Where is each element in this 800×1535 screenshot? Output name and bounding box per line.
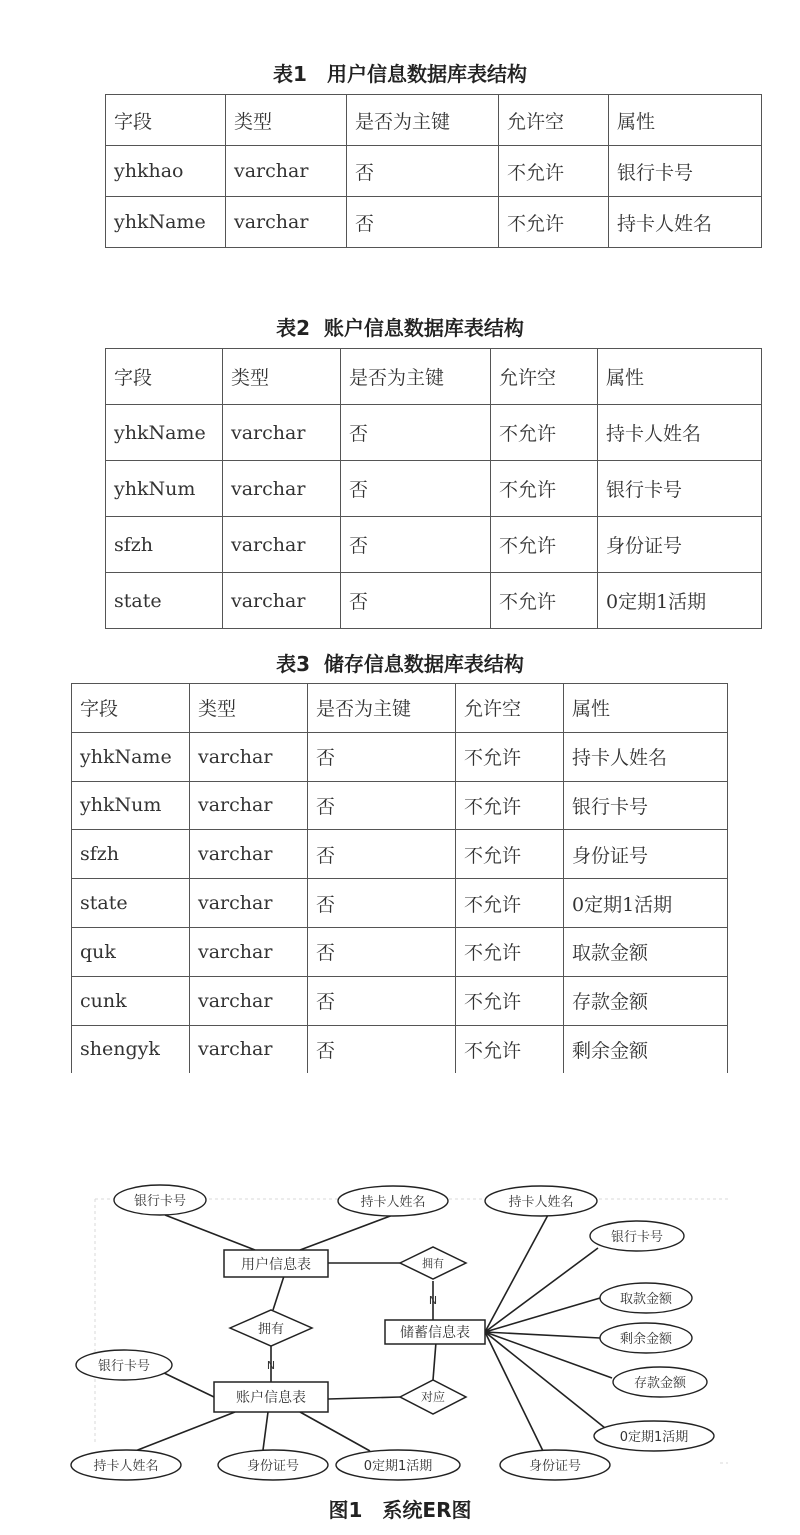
table-header-row bbox=[72, 684, 728, 733]
table-cell: 剩余金额 bbox=[564, 1025, 728, 1073]
table-cell: 不允许 bbox=[456, 879, 564, 928]
attribute-savings-deposit-type bbox=[594, 1421, 714, 1451]
figure-caption: 图1 系统ER图 bbox=[328, 1498, 472, 1522]
header-cell: 字段 bbox=[106, 349, 223, 405]
header-cell: 是否为主键 bbox=[341, 349, 491, 405]
cardinality-label: N bbox=[428, 1294, 438, 1307]
header-cell: 类型 bbox=[223, 349, 341, 405]
header-cell: 允许空 bbox=[456, 684, 564, 733]
table-cell: 否 bbox=[347, 146, 499, 197]
svg-text:存款金额: 存款金额 bbox=[633, 1376, 687, 1391]
table-row bbox=[106, 517, 762, 573]
table-cell: 不允许 bbox=[491, 461, 598, 517]
table-cell: 否 bbox=[308, 976, 456, 1025]
table-row bbox=[72, 830, 728, 879]
table-cell: yhkName bbox=[72, 732, 190, 781]
table-cell: 否 bbox=[308, 927, 456, 976]
table-cell: yhkName bbox=[106, 405, 223, 461]
header-cell: 属性 bbox=[564, 684, 728, 733]
table-cell: quk bbox=[72, 927, 190, 976]
attribute-account-deposit-type bbox=[336, 1450, 460, 1480]
table-row bbox=[72, 927, 728, 976]
table-cell: varchar bbox=[223, 517, 341, 573]
attribute-savings-card-number bbox=[590, 1221, 684, 1251]
table-cell: varchar bbox=[190, 879, 308, 928]
table-header-row bbox=[106, 95, 762, 146]
svg-text:银行卡号: 银行卡号 bbox=[610, 1230, 664, 1245]
table-cell: 不允许 bbox=[456, 732, 564, 781]
attribute-savings-id-number bbox=[500, 1450, 610, 1480]
table-cell: 银行卡号 bbox=[598, 461, 762, 517]
table-cell: shengyk bbox=[72, 1025, 190, 1073]
attribute-savings-deposit-amount bbox=[613, 1367, 707, 1397]
table-cell: 否 bbox=[308, 1025, 456, 1073]
entity-savings-info bbox=[385, 1320, 485, 1344]
header-cell: 允许空 bbox=[499, 95, 609, 146]
table-cell: 不允许 bbox=[456, 830, 564, 879]
header-cell: 字段 bbox=[106, 95, 226, 146]
table-cell: 否 bbox=[341, 573, 491, 629]
table-cell: 身份证号 bbox=[564, 830, 728, 879]
table-row bbox=[106, 146, 762, 197]
attribute-account-id-number bbox=[218, 1450, 328, 1480]
table-cell: 不允许 bbox=[456, 976, 564, 1025]
table-cell: 否 bbox=[308, 830, 456, 879]
table-cell: 否 bbox=[341, 517, 491, 573]
svg-text:剩余金额: 剩余金额 bbox=[619, 1332, 673, 1347]
table-cell: 银行卡号 bbox=[609, 146, 762, 197]
table-cell: varchar bbox=[190, 830, 308, 879]
svg-text:持卡人姓名: 持卡人姓名 bbox=[360, 1195, 426, 1210]
table-cell: yhkNum bbox=[106, 461, 223, 517]
svg-text:身份证号: 身份证号 bbox=[246, 1459, 300, 1474]
table-cell: varchar bbox=[226, 146, 347, 197]
attribute-savings-balance bbox=[600, 1323, 692, 1353]
savings-info-table bbox=[71, 683, 728, 1073]
svg-text:0定期1活期: 0定期1活期 bbox=[619, 1430, 689, 1445]
attribute-account-card-number bbox=[76, 1350, 172, 1380]
svg-text:储蓄信息表: 储蓄信息表 bbox=[400, 1325, 470, 1341]
table-header-row bbox=[106, 349, 762, 405]
svg-text:对应: 对应 bbox=[420, 1390, 446, 1404]
table-cell: 持卡人姓名 bbox=[609, 197, 762, 248]
attribute-savings-withdrawal bbox=[600, 1283, 692, 1313]
attribute-savings-holder-name bbox=[485, 1186, 597, 1216]
header-cell: 类型 bbox=[226, 95, 347, 146]
table-cell: 持卡人姓名 bbox=[564, 732, 728, 781]
table-cell: varchar bbox=[226, 197, 347, 248]
table-cell: 否 bbox=[308, 781, 456, 830]
table-cell: 否 bbox=[308, 732, 456, 781]
table-cell: 否 bbox=[347, 197, 499, 248]
table3-caption: 表3 储存信息数据库表结构 bbox=[276, 652, 524, 676]
svg-text:0定期1活期: 0定期1活期 bbox=[363, 1459, 433, 1474]
relationship-account-savings bbox=[400, 1380, 466, 1414]
header-cell: 字段 bbox=[72, 684, 190, 733]
svg-text:账户信息表: 账户信息表 bbox=[236, 1390, 306, 1406]
table-cell: 不允许 bbox=[499, 197, 609, 248]
table-cell: cunk bbox=[72, 976, 190, 1025]
attribute-user-card-number bbox=[114, 1185, 206, 1215]
table2-caption: 表2 账户信息数据库表结构 bbox=[276, 316, 524, 340]
table-row bbox=[106, 461, 762, 517]
header-cell: 是否为主键 bbox=[308, 684, 456, 733]
header-cell: 是否为主键 bbox=[347, 95, 499, 146]
table-cell: 不允许 bbox=[491, 405, 598, 461]
header-cell: 属性 bbox=[598, 349, 762, 405]
table-cell: yhkhao bbox=[106, 146, 226, 197]
table-cell: 否 bbox=[341, 461, 491, 517]
table-row bbox=[106, 405, 762, 461]
attribute-account-holder-name bbox=[71, 1450, 181, 1480]
table-row bbox=[72, 879, 728, 928]
table-cell: yhkNum bbox=[72, 781, 190, 830]
table-cell: 不允许 bbox=[456, 1025, 564, 1073]
table-cell: state bbox=[106, 573, 223, 629]
header-cell: 允许空 bbox=[491, 349, 598, 405]
svg-text:用户信息表: 用户信息表 bbox=[241, 1257, 311, 1273]
svg-text:持卡人姓名: 持卡人姓名 bbox=[93, 1459, 159, 1474]
svg-text:拥有: 拥有 bbox=[422, 1257, 444, 1270]
user-info-table bbox=[105, 94, 762, 248]
table-row bbox=[72, 732, 728, 781]
cardinality-label: N bbox=[266, 1359, 276, 1372]
table-cell: 0定期1活期 bbox=[564, 879, 728, 928]
table-cell: yhkName bbox=[106, 197, 226, 248]
table-row bbox=[72, 781, 728, 830]
table-cell: 0定期1活期 bbox=[598, 573, 762, 629]
table-cell: varchar bbox=[190, 927, 308, 976]
table1-caption: 表1 用户信息数据库表结构 bbox=[273, 62, 527, 86]
attribute-user-holder-name bbox=[338, 1186, 448, 1216]
header-cell: 类型 bbox=[190, 684, 308, 733]
svg-text:身份证号: 身份证号 bbox=[528, 1459, 582, 1474]
svg-text:持卡人姓名: 持卡人姓名 bbox=[508, 1195, 574, 1210]
svg-text:拥有: 拥有 bbox=[257, 1322, 285, 1337]
table-row bbox=[72, 976, 728, 1025]
table-cell: 取款金额 bbox=[564, 927, 728, 976]
table-cell: 否 bbox=[341, 405, 491, 461]
entity-account-info bbox=[214, 1382, 328, 1412]
table-cell: 不允许 bbox=[456, 781, 564, 830]
table-row bbox=[72, 1025, 728, 1073]
header-cell: 属性 bbox=[609, 95, 762, 146]
svg-text:银行卡号: 银行卡号 bbox=[97, 1359, 151, 1374]
table-cell: varchar bbox=[223, 461, 341, 517]
relationship-user-account bbox=[230, 1310, 312, 1346]
table-cell: varchar bbox=[190, 976, 308, 1025]
table-cell: 银行卡号 bbox=[564, 781, 728, 830]
table-cell: 不允许 bbox=[499, 146, 609, 197]
table-row bbox=[106, 197, 762, 248]
table-cell: 不允许 bbox=[491, 573, 598, 629]
table-cell: varchar bbox=[190, 732, 308, 781]
table-cell: 身份证号 bbox=[598, 517, 762, 573]
table-cell: 存款金额 bbox=[564, 976, 728, 1025]
table-cell: sfzh bbox=[106, 517, 223, 573]
relationship-user-savings bbox=[400, 1247, 466, 1279]
table-cell: varchar bbox=[223, 573, 341, 629]
table-cell: varchar bbox=[190, 781, 308, 830]
svg-text:银行卡号: 银行卡号 bbox=[133, 1194, 187, 1209]
table-row bbox=[106, 573, 762, 629]
table-cell: 持卡人姓名 bbox=[598, 405, 762, 461]
table-cell: 否 bbox=[308, 879, 456, 928]
account-info-table bbox=[105, 348, 762, 629]
table-cell: varchar bbox=[190, 1025, 308, 1073]
connector-lines bbox=[130, 1215, 612, 1453]
table-cell: 不允许 bbox=[491, 517, 598, 573]
table-cell: sfzh bbox=[72, 830, 190, 879]
table-cell: state bbox=[72, 879, 190, 928]
svg-text:取款金额: 取款金额 bbox=[619, 1292, 673, 1307]
table-cell: 不允许 bbox=[456, 927, 564, 976]
er-diagram bbox=[0, 1170, 800, 1495]
table-cell: varchar bbox=[223, 405, 341, 461]
entity-user-info bbox=[224, 1250, 328, 1277]
